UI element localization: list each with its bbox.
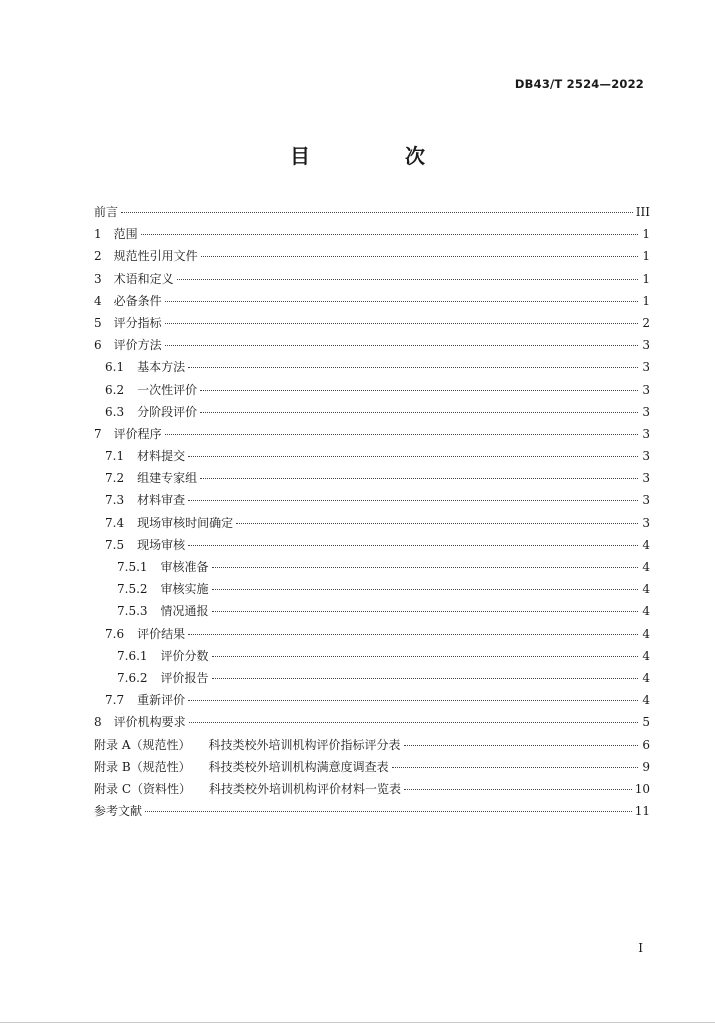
toc-entry-page: 2 (642, 315, 650, 330)
page-number: I (638, 941, 643, 955)
dot-leader (404, 788, 632, 790)
toc-entry-page: 3 (642, 471, 650, 486)
toc-entry-title: 科技类校外培训机构评价材料一览表 (209, 781, 402, 796)
toc-entry[interactable] (94, 667, 650, 689)
toc-entry-number: 6.1 (105, 360, 125, 375)
dot-leader (165, 344, 638, 346)
toc-entry-title: 基本方法 (137, 360, 186, 375)
toc-entry[interactable] (94, 201, 650, 223)
toc-entry-number: 3 (94, 271, 102, 286)
toc-entry-title: 审核准备 (160, 560, 209, 574)
toc-entry[interactable] (94, 356, 650, 378)
toc-entry-title: 材料提交 (137, 449, 186, 464)
toc-entry-number: 6 (94, 338, 102, 353)
toc-entry[interactable] (94, 223, 650, 245)
toc-entry-page: 4 (642, 604, 650, 619)
toc-entry-page: 9 (642, 759, 650, 774)
toc-entry-number: 附录 A（规范性） (94, 737, 191, 752)
dot-leader (189, 721, 638, 723)
toc-entry[interactable] (94, 578, 650, 600)
toc-entry-title: 评分指标 (113, 315, 162, 330)
dot-leader (392, 766, 638, 768)
toc-entry-number: 7 (94, 426, 102, 441)
toc-entry-number: 7.3 (105, 493, 125, 508)
dot-leader (121, 211, 633, 213)
toc-entry-title: 材料审查 (137, 493, 186, 508)
toc-entry-title: 重新评价 (137, 693, 186, 708)
dot-leader (188, 366, 638, 368)
toc-entry-number: 7.1 (105, 449, 125, 464)
toc-entry[interactable] (94, 734, 650, 756)
toc-entry-title: 评价机构要求 (113, 715, 186, 730)
toc-entry-page: 4 (642, 693, 650, 708)
toc-entry-page: 3 (642, 382, 650, 397)
toc-entry-title: 评价报告 (160, 670, 209, 685)
toc-entry-title: 评价程序 (113, 426, 162, 441)
toc-entry[interactable] (94, 445, 650, 467)
dot-leader (188, 633, 638, 635)
standard-code: DB43/T 2524—2022 (514, 77, 644, 91)
toc-entry-title: 分阶段评价 (137, 404, 198, 419)
toc-entry[interactable] (94, 778, 650, 800)
toc-entry-page: 1 (642, 227, 650, 242)
dot-leader (200, 411, 638, 413)
toc-entry-page: 1 (642, 293, 650, 308)
toc-entry-title: 一次性评价 (137, 382, 198, 397)
dot-leader (212, 566, 638, 568)
toc-entry-page: 3 (642, 449, 650, 464)
toc-entry-page: 3 (642, 515, 650, 530)
toc-entry-page: 6 (642, 737, 650, 752)
dot-leader (212, 677, 638, 679)
toc-entry-number: 5 (94, 315, 102, 330)
table-of-contents (94, 201, 650, 822)
toc-entry[interactable] (94, 401, 650, 423)
toc-entry-title: 范围 (113, 227, 138, 242)
dot-leader (212, 655, 638, 657)
toc-entry-number: 7.6 (105, 626, 125, 641)
dot-leader (200, 477, 638, 479)
toc-entry-number: 4 (94, 293, 102, 308)
toc-entry-number: 7.5 (105, 537, 125, 552)
toc-entry[interactable] (94, 645, 650, 667)
dot-leader (188, 455, 638, 457)
toc-entry-number: 7.6.1 (117, 648, 148, 663)
toc-entry-number: 7.2 (105, 471, 125, 486)
toc-entry-page: 3 (642, 360, 650, 375)
toc-entry-page: 3 (642, 426, 650, 441)
toc-entry-page: 3 (642, 493, 650, 508)
toc-entry-number: 7.5.1 (117, 560, 148, 574)
toc-entry-title: 评价分数 (160, 648, 209, 663)
toc-entry-page: III (635, 205, 650, 219)
toc-entry-number: 附录 C（资料性） (94, 781, 191, 796)
toc-entry-title: 科技类校外培训机构满意度调查表 (208, 759, 389, 774)
toc-entry[interactable] (94, 534, 650, 556)
toc-entry-title: 评价结果 (137, 626, 186, 641)
toc-entry-page: 1 (642, 271, 650, 286)
dot-leader (141, 233, 638, 235)
toc-entry-page: 3 (642, 404, 650, 419)
toc-entry[interactable] (94, 467, 650, 489)
dot-leader (188, 699, 638, 701)
dot-leader (201, 255, 638, 257)
toc-entry-page: 4 (642, 648, 650, 663)
toc-entry-number: 6.3 (105, 404, 125, 419)
toc-title: 目 次 (290, 144, 469, 168)
toc-entry[interactable] (94, 623, 650, 645)
toc-entry-title: 现场审核时间确定 (137, 515, 234, 530)
dot-leader (212, 610, 638, 612)
dot-leader (177, 278, 638, 280)
dot-leader (145, 810, 632, 812)
toc-entry[interactable] (94, 268, 650, 290)
dot-leader (404, 744, 639, 746)
toc-entry-page: 3 (642, 338, 650, 353)
dot-leader (165, 300, 638, 302)
toc-entry-page: 4 (642, 560, 650, 574)
toc-entry-title: 情况通报 (160, 604, 209, 619)
toc-entry[interactable] (94, 423, 650, 445)
toc-entry[interactable] (94, 689, 650, 711)
toc-entry[interactable] (94, 711, 650, 733)
toc-entry-title: 组建专家组 (137, 471, 198, 486)
toc-entry-page: 4 (642, 670, 650, 685)
toc-entry[interactable] (94, 379, 650, 401)
toc-entry-page: 5 (642, 715, 650, 730)
toc-entry-number: 7.4 (105, 515, 125, 530)
toc-entry-title: 前言 (94, 205, 119, 219)
dot-leader (236, 522, 638, 524)
toc-entry[interactable] (94, 334, 650, 356)
toc-entry-number: 7.6.2 (117, 670, 148, 685)
toc-entry[interactable] (94, 756, 650, 778)
toc-entry[interactable] (94, 600, 650, 622)
dot-leader (165, 433, 638, 435)
toc-entry-number: 6.2 (105, 382, 125, 397)
toc-entry-title: 现场审核 (137, 537, 186, 552)
toc-entry-title: 参考文献 (94, 804, 143, 819)
toc-entry-page: 10 (634, 781, 650, 796)
toc-entry[interactable] (94, 245, 650, 267)
dot-leader (212, 588, 638, 590)
toc-entry-title: 术语和定义 (113, 271, 174, 286)
toc-entry-title: 必备条件 (113, 293, 162, 308)
toc-entry-number: 8 (94, 715, 102, 730)
toc-entry[interactable] (94, 290, 650, 312)
toc-entry-number: 7.7 (105, 693, 125, 708)
toc-entry-page: 11 (634, 804, 650, 819)
dot-leader (188, 544, 638, 546)
dot-leader (165, 322, 638, 324)
toc-entry-page: 4 (642, 537, 650, 552)
toc-entry[interactable] (94, 489, 650, 511)
toc-entry[interactable] (94, 800, 650, 822)
toc-entry[interactable] (94, 512, 650, 534)
toc-entry-number: 1 (94, 227, 102, 242)
toc-entry-number: 7.5.2 (117, 582, 148, 597)
dot-leader (188, 499, 638, 501)
toc-entry-page: 4 (642, 582, 650, 597)
toc-entry[interactable] (94, 556, 650, 578)
toc-entry-page: 1 (642, 249, 650, 264)
toc-entry-number: 附录 B（规范性） (94, 759, 191, 774)
toc-entry-number: 2 (94, 249, 102, 264)
toc-entry-title: 规范性引用文件 (113, 249, 198, 264)
toc-entry-title: 科技类校外培训机构评价指标评分表 (208, 737, 401, 752)
dot-leader (200, 389, 638, 391)
toc-entry[interactable] (94, 312, 650, 334)
toc-entry-title: 评价方法 (113, 338, 162, 353)
toc-entry-page: 4 (642, 626, 650, 641)
toc-entry-number: 7.5.3 (117, 604, 148, 619)
page-bottom-edge (0, 1022, 715, 1023)
toc-entry-title: 审核实施 (160, 582, 209, 597)
